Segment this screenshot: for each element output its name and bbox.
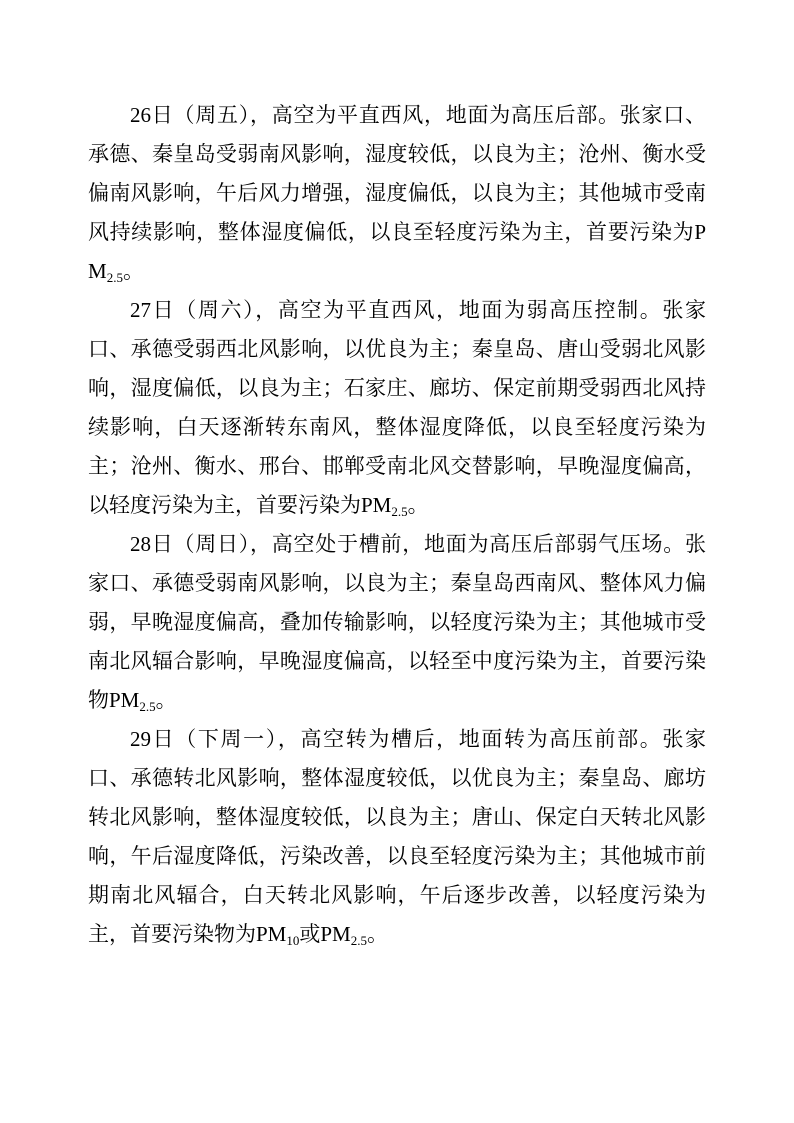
paragraph-text: 或 (299, 922, 321, 946)
paragraph-text: 27日（周六），高空为平直西风，地面为弱高压控制。张家口、承德受弱西北风影响，以优良为主；秦皇岛、唐山受弱北风影响，湿度偏低，以良为主；石家庄、廊坊、保定前期受弱西北风持续影响，白天逐渐转东南风，整体湿度降低，以良至轻度污染为主；沧州、衡水、邢台、邯郸受南北风交替影响，早晚湿度偏高，以轻度污染为主，首要污染为 (88, 298, 706, 517)
pollutant-abbr: PM (320, 922, 351, 946)
pm-subscript: 10 (286, 933, 300, 948)
pollutant-abbr: PM (109, 688, 140, 712)
forecast-day-26 (88, 96, 706, 291)
pm-subscript: 2.5 (106, 270, 123, 285)
paragraph-text: 。 (122, 259, 144, 283)
pm-subscript: 2.5 (391, 504, 408, 519)
document-body (88, 96, 706, 954)
paragraph-text: 。 (366, 922, 388, 946)
forecast-day-27 (88, 291, 706, 525)
pm-subscript: 2.5 (139, 699, 156, 714)
forecast-day-29 (88, 720, 706, 954)
pollutant-abbr: PM (256, 922, 287, 946)
paragraph-text: 29日（下周一），高空转为槽后，地面转为高压前部。张家口、承德转北风影响，整体湿度较低，以优良为主；秦皇岛、廊坊转北风影响，整体湿度较低，以良为主；唐山、保定白天转北风影响，午后湿度降低，污染改善，以良至轻度污染为主；其他城市前期南北风辐合，白天转北风影响，午后逐步改善，以轻度污染为主，首要污染物为 (88, 727, 706, 946)
paragraph-text: 。 (155, 688, 177, 712)
forecast-day-28 (88, 525, 706, 720)
paragraph-text: 26日（周五），高空为平直西风，地面为高压后部。张家口、承德、秦皇岛受弱南风影响，湿度较低，以良为主；沧州、衡水受偏南风影响，午后风力增强，湿度偏低，以良为主；其他城市受南风持续影响，整体湿度偏低，以良至轻度污染为主，首要污染为 (88, 103, 706, 244)
pm-subscript: 2.5 (350, 933, 367, 948)
paragraph-text: 。 (407, 493, 429, 517)
pollutant-abbr: PM (88, 220, 706, 283)
paragraph-text: 28日（周日），高空处于槽前，地面为高压后部弱气压场。张家口、承德受弱南风影响，以良为主；秦皇岛西南风、整体风力偏弱，早晚湿度偏高，叠加传输影响，以轻度污染为主；其他城市受南北风辐合影响，早晚湿度偏高，以轻至中度污染为主，首要污染物 (88, 532, 706, 712)
pollutant-abbr: PM (361, 493, 392, 517)
